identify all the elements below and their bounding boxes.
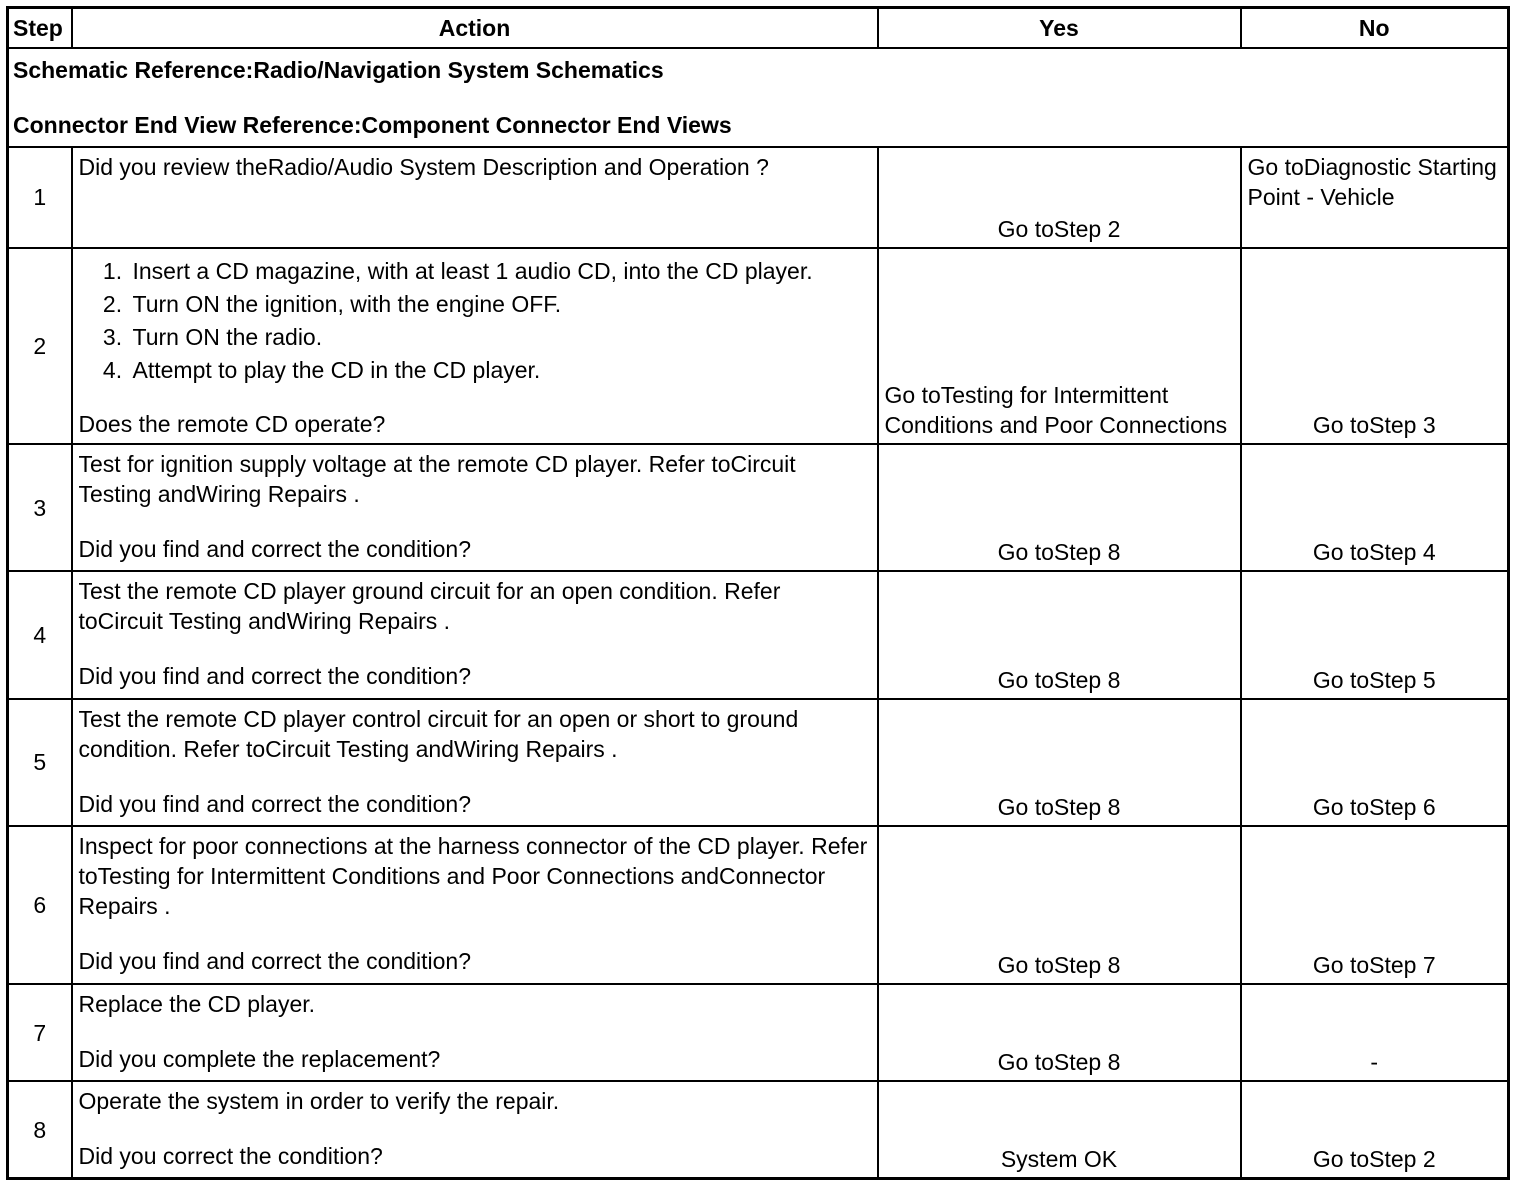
list-item: 2. Turn ON the ignition, with the engine OFF. bbox=[129, 288, 871, 321]
no-cell: Go toDiagnostic Starting Point - Vehicle bbox=[1241, 147, 1509, 248]
action-question: Did you find and correct the condition? bbox=[78, 536, 472, 563]
header-row bbox=[8, 8, 1509, 48]
action-question: Did you find and correct the condition? bbox=[78, 663, 472, 690]
no-cell: - bbox=[1241, 984, 1509, 1081]
no-cell: Go toStep 6 bbox=[1241, 699, 1509, 826]
yes-cell: Go toStep 8 bbox=[878, 826, 1241, 984]
step-number: 5 bbox=[8, 699, 72, 826]
yes-column-header: Yes bbox=[878, 8, 1241, 48]
step-column-header: Step bbox=[8, 8, 72, 48]
no-cell: Go toStep 4 bbox=[1241, 444, 1509, 571]
action-text: Inspect for poor connections at the harness connector of the CD player. Refer toTesting for Intermittent Conditions and Poor Connections andConnector Repairs . bbox=[78, 832, 868, 919]
step-number: 8 bbox=[8, 1081, 72, 1178]
no-column-header: No bbox=[1241, 8, 1509, 48]
step-number: 7 bbox=[8, 984, 72, 1081]
action-cell bbox=[72, 826, 878, 984]
action-question: Did you complete the replacement? bbox=[78, 1046, 441, 1073]
step-number: 1 bbox=[8, 147, 72, 248]
table-row bbox=[8, 984, 1509, 1081]
action-steps-list bbox=[79, 255, 871, 387]
action-cell bbox=[72, 1081, 878, 1178]
action-question: Does the remote CD operate? bbox=[78, 410, 386, 437]
action-question: Did you correct the condition? bbox=[78, 1143, 383, 1170]
action-cell bbox=[72, 699, 878, 826]
table-row bbox=[8, 826, 1509, 984]
step-number: 3 bbox=[8, 444, 72, 571]
table-row bbox=[8, 147, 1509, 248]
diagnostic-table bbox=[6, 6, 1510, 1180]
action-text: Operate the system in order to verify the repair. bbox=[78, 1088, 560, 1115]
action-question: Did you find and correct the condition? bbox=[78, 790, 472, 817]
yes-cell: Go toStep 2 bbox=[878, 147, 1241, 248]
action-cell bbox=[72, 984, 878, 1081]
action-text: Test the remote CD player ground circuit for an open condition. Refer toCircuit Testing andWiring Repairs . bbox=[78, 578, 781, 635]
action-cell bbox=[72, 444, 878, 571]
reference-cell bbox=[8, 48, 1509, 147]
yes-cell: Go toTesting for Intermittent Conditions and Poor Connections bbox=[878, 248, 1241, 444]
action-column-header: Action bbox=[72, 8, 878, 48]
connector-end-view-reference: Connector End View Reference:Component Connector End Views bbox=[13, 111, 732, 138]
table-row bbox=[8, 248, 1509, 444]
list-item: 4. Attempt to play the CD in the CD player. bbox=[129, 354, 871, 387]
yes-cell: Go toStep 8 bbox=[878, 984, 1241, 1081]
schematic-reference: Schematic Reference:Radio/Navigation System Schematics bbox=[13, 56, 664, 83]
table-row bbox=[8, 444, 1509, 571]
action-question: Did you find and correct the condition? bbox=[78, 947, 472, 974]
no-cell: Go toStep 2 bbox=[1241, 1081, 1509, 1178]
action-text: Test for ignition supply voltage at the remote CD player. Refer toCircuit Testing andWiring Repairs . bbox=[78, 451, 796, 508]
yes-cell: Go toStep 8 bbox=[878, 444, 1241, 571]
list-item: 3. Turn ON the radio. bbox=[129, 321, 871, 354]
reference-row bbox=[8, 48, 1509, 147]
action-text: Replace the CD player. bbox=[78, 991, 316, 1018]
step-number: 6 bbox=[8, 826, 72, 984]
action-cell bbox=[72, 248, 878, 444]
action-text: Did you review theRadio/Audio System Description and Operation ? bbox=[78, 153, 769, 180]
list-item: 1. Insert a CD magazine, with at least 1 audio CD, into the CD player. bbox=[129, 255, 871, 288]
action-cell bbox=[72, 571, 878, 698]
no-cell: Go toStep 3 bbox=[1241, 248, 1509, 444]
action-text: Test the remote CD player control circuit for an open or short to ground condition. Refer toCircuit Testing andWiring Repairs . bbox=[78, 705, 799, 762]
yes-cell: System OK bbox=[878, 1081, 1241, 1178]
table-row bbox=[8, 571, 1509, 698]
yes-cell: Go toStep 8 bbox=[878, 699, 1241, 826]
no-cell: Go toStep 5 bbox=[1241, 571, 1509, 698]
action-cell bbox=[72, 147, 878, 248]
step-number: 2 bbox=[8, 248, 72, 444]
no-cell: Go toStep 7 bbox=[1241, 826, 1509, 984]
table-row bbox=[8, 1081, 1509, 1178]
yes-cell: Go toStep 8 bbox=[878, 571, 1241, 698]
step-number: 4 bbox=[8, 571, 72, 698]
table-row bbox=[8, 699, 1509, 826]
